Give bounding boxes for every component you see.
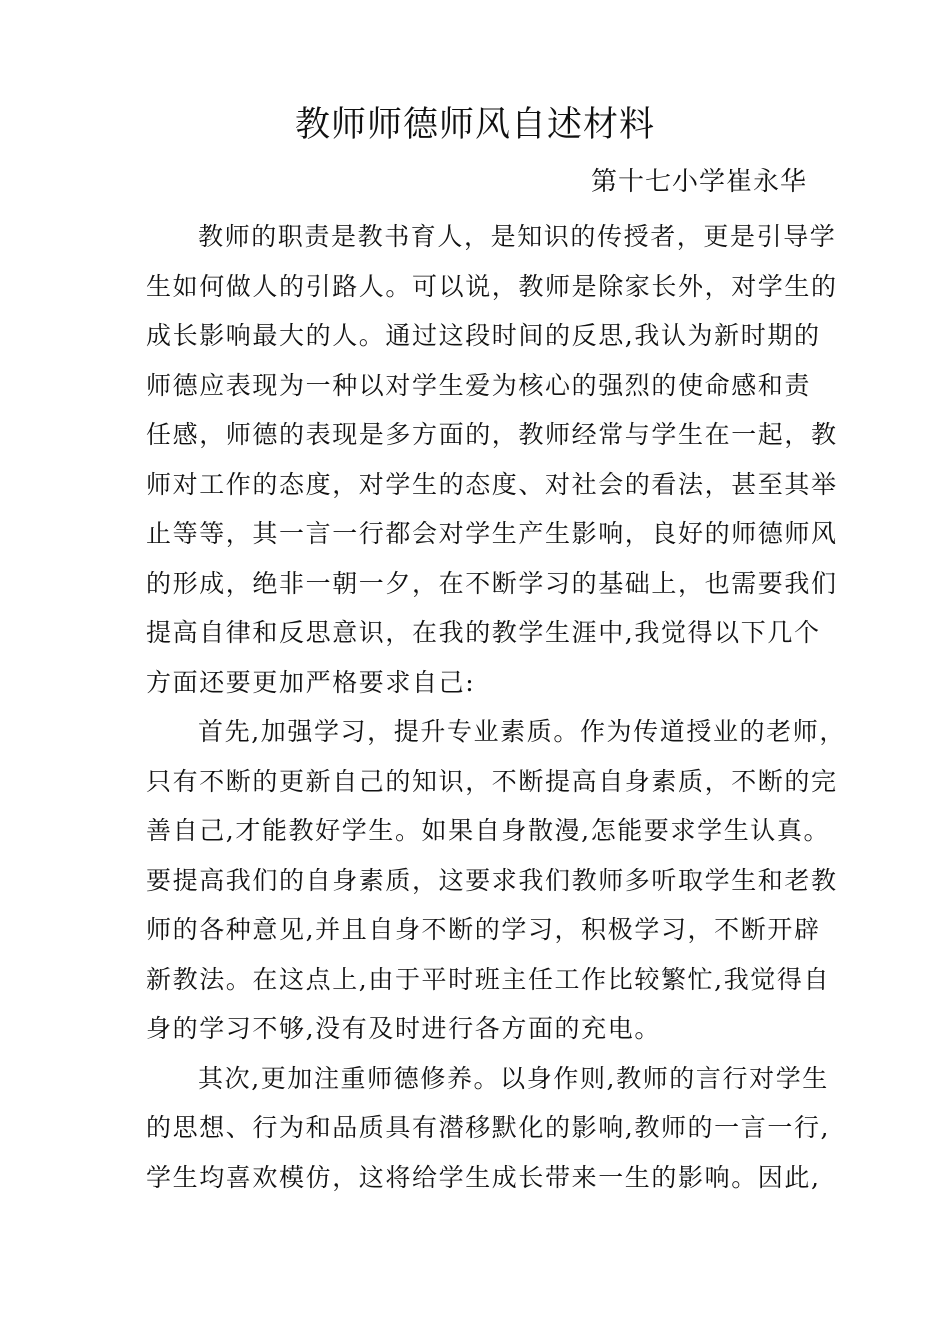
text-line: 师的各种意见,并且自身不断的学习，积极学习，不断开辟 [146, 915, 821, 944]
text-line: 方面还要更加严格要求自己: [146, 667, 476, 697]
document-title: 教师师德师风自述材料 [294, 105, 655, 145]
paragraph-first-point [146, 707, 846, 1054]
text-line: 首先,加强学习，提升专业素质。作为传道授业的老师， [198, 717, 846, 746]
text-line: 生如何做人的引路人。可以说，教师是除家长外，对学生的 [146, 271, 838, 301]
text-line: 教师的职责是教书育人，是知识的传授者，更是引导学 [198, 222, 837, 251]
text-line: 师德应表现为一种以对学生爱为核心的强烈的使命感和责 [146, 370, 812, 400]
text-line: 提高自律和反思意识，在我的教学生涯中,我觉得以下几个 [146, 618, 821, 647]
text-line: 师对工作的态度，对学生的态度、对社会的看法，甚至其举 [146, 469, 838, 499]
text-line: 任感，师德的表现是多方面的，教师经常与学生在一起，教 [146, 420, 838, 449]
document-body [146, 212, 846, 1202]
text-line: 只有不断的更新自己的知识，不断提高自身素质，不断的完 [146, 766, 838, 796]
text-line: 身的学习不够,没有及时进行各方面的充电。 [146, 1014, 661, 1043]
text-line: 善自己,才能教好学生。如果自身散漫,怎能要求学生认真。 [146, 816, 831, 845]
document-author: 第十七小学崔永华 [590, 167, 807, 197]
text-line: 止等等，其一言一行都会对学生产生影响，良好的师德师风 [146, 519, 838, 548]
paragraph-intro [146, 212, 838, 707]
text-line: 的思想、行为和品质具有潜移默化的影响,教师的一言一行, [146, 1113, 831, 1142]
paragraph-second-point [146, 1054, 831, 1203]
text-line: 学生均喜欢模仿，这将给学生成长带来一生的影响。因此, [146, 1162, 821, 1192]
text-line: 成长影响最大的人。通过这段时间的反思,我认为新时期的 [146, 321, 821, 350]
text-line: 其次,更加注重师德修养。以身作则,教师的言行对学生 [198, 1063, 829, 1093]
text-line: 的形成，绝非一朝一夕，在不断学习的基础上，也需要我们 [146, 568, 838, 598]
text-line: 要提高我们的自身素质，这要求我们教师多听取学生和老教 [146, 865, 838, 895]
text-line: 新教法。在这点上,由于平时班主任工作比较繁忙,我觉得自 [146, 964, 831, 994]
